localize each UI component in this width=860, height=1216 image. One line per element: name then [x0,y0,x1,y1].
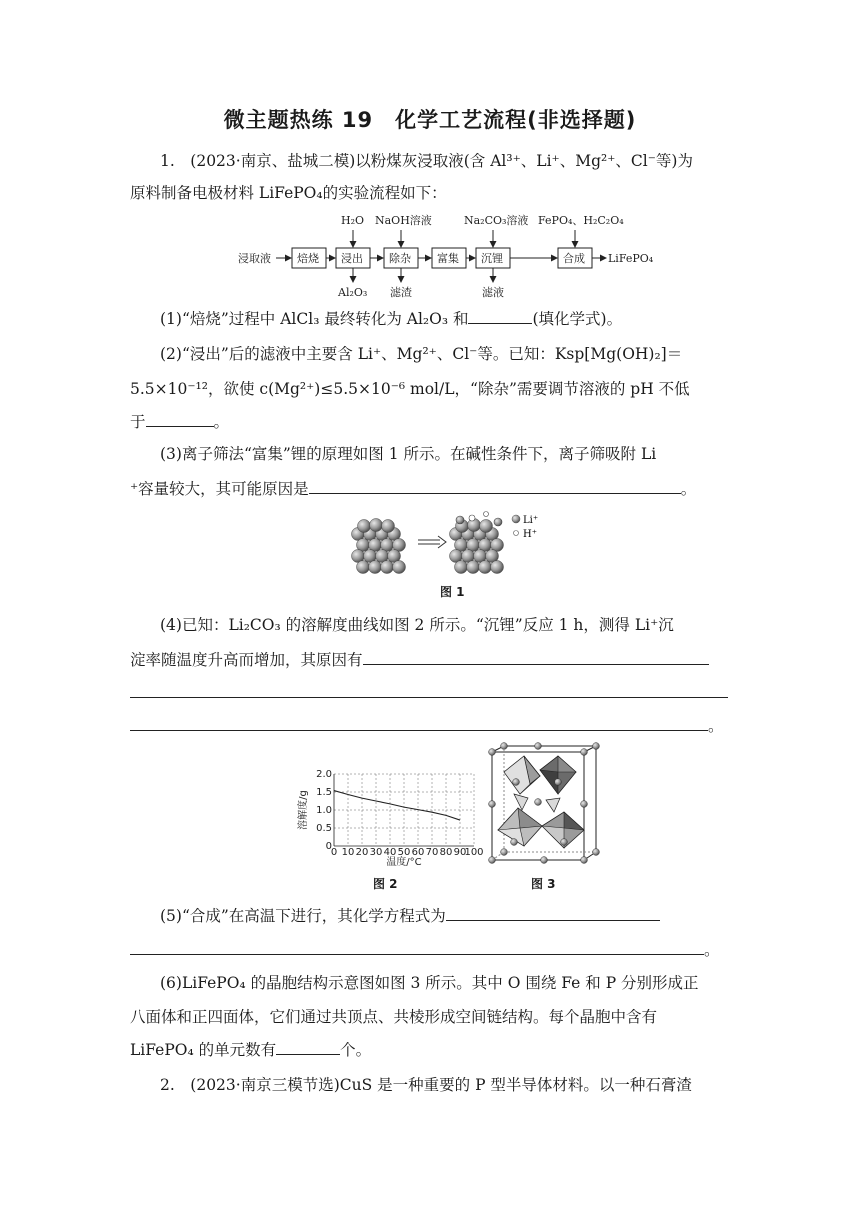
q1-intro-line2: 原料制备电极材料 LiFePO₄的实验流程如下： [130,184,447,202]
legend-li-label: Li⁺ [523,515,539,526]
flow-step-box [336,248,370,268]
y-tick-label: 2.0 [316,769,332,780]
flow-step-label: 浸出 [341,252,363,265]
flow-input-label: NaOH溶液 [375,214,432,227]
y-axis-label: 溶解度/g [298,790,309,830]
q1-part6-line3 [130,1038,371,1061]
li-ion-legend-icon [512,515,520,523]
adsorbed-ion [456,516,464,524]
x-tick-label: 40 [383,847,397,858]
q1-part4-line1: (4)已知：Li₂CO₃ 的溶解度曲线如图 2 所示。“沉锂”反应 1 h，测得 Li⁺沉 [160,616,674,634]
sieve-atom [480,520,493,533]
q1-part3-end: 。 [680,480,697,498]
answer-line [130,697,728,698]
y-tick-label: 0 [325,841,332,852]
ion-sieve-cluster-after [450,512,504,574]
adsorbed-ion [484,512,489,517]
flow-start-label: 浸取液 [238,252,271,265]
sieve-atom [467,561,480,574]
answer-blank [363,648,709,665]
lithium-atoms [489,743,600,864]
sieve-atom [357,561,370,574]
figure-1-ion-sieve [348,508,548,582]
q1-part5-text: (5)“合成”在高温下进行，其化学方程式为 [160,907,446,925]
legend-h-label: H⁺ [523,529,537,540]
lithium-atom [489,857,496,864]
sieve-atom [370,519,383,532]
q1-part2-line3 [130,410,229,433]
solubility-curve [334,791,460,821]
x-tick-label: 50 [397,847,411,858]
x-tick-label: 70 [425,847,439,858]
q1-part5-line2 [130,938,720,961]
sieve-atom [381,561,394,574]
answer-blank [276,1038,340,1055]
lithium-atom [581,749,588,756]
figure-3-crystal-structure [484,742,600,868]
lithium-atom [489,749,496,756]
sieve-atom [393,561,406,574]
answer-blank [309,477,681,494]
lithium-atom [535,743,542,750]
lithium-atom [489,801,496,808]
answer-blank [146,410,214,427]
q1-part6-line2: 八面体和正四面体，它们通过共顶点、共棱形成空间链结构。每个晶胞中含有 [130,1008,658,1026]
x-tick-label: 90 [453,847,467,858]
q2-intro-line1: 2. (2023·南京三模节选)CuS 是一种重要的 P 型半导体材料。以一种石膏渣 [160,1076,692,1094]
x-tick-label: 20 [355,847,369,858]
flow-output-label: 滤液 [482,286,504,299]
figure-1-caption: 图 1 [440,585,465,599]
q1-part2-text: 于 [130,413,146,431]
y-tick-label: 1.0 [316,805,332,816]
x-tick-label: 30 [369,847,383,858]
lithium-atom [535,799,542,806]
flow-step-box [292,248,326,268]
lithium-atom [501,849,508,856]
answer-blank [130,938,704,955]
lithium-atom [513,779,520,786]
sieve-atom [382,520,395,533]
q1-part1-end: (填化学式)。 [532,310,623,328]
lithium-atom [541,857,548,864]
q1-part4-line2 [130,648,709,671]
flow-input-label: H₂O [341,214,365,227]
figure-2-solubility-chart [294,762,484,868]
q1-part3-text: ⁺容量较大，其可能原因是 [130,480,309,498]
x-axis-label: 温度/°C [386,857,422,868]
octahedron-icon [540,756,576,794]
lithium-atom [593,849,600,856]
octahedron-icon [504,756,540,794]
answer-blank [130,714,708,731]
y-tick-label: 0.5 [316,823,332,834]
process-flow-diagram [236,208,656,300]
sieve-atom [369,561,382,574]
q1-part6-line1: (6)LiFePO₄ 的晶胞结构示意图如图 3 所示。其中 O 围绕 Fe 和 P 分别形成正 [160,974,699,992]
lithium-atom [593,743,600,750]
flow-step-label: 焙烧 [297,252,319,265]
x-tick-label: 80 [439,847,453,858]
q1-part2-end: 。 [213,413,230,431]
sieve-atom [455,561,468,574]
q1-part2-line2: 5.5×10⁻¹²，欲使 c(Mg²⁺)≤5.5×10⁻⁶ mol/L，“除杂”需要调节溶液的 pH 不低 [130,380,690,398]
x-tick-label: 100 [464,847,484,858]
x-tick-label: 0 [330,847,338,858]
q1-intro-line1: 1. (2023·南京、盐城二模)以粉煤灰浸取液(含 Al³⁺、Li⁺、Mg²⁺、Cl⁻等)为 [160,152,693,170]
q1-part6-text: LiFePO₄ 的单元数有 [130,1041,277,1059]
flow-step-label: 除杂 [389,252,411,265]
x-tick-label: 60 [411,847,425,858]
arrow-icon [418,536,446,548]
flow-product-label: LiFePO₄ [608,252,654,265]
adsorbed-ion [494,518,502,526]
adsorbed-ion [469,515,475,521]
lithium-atom [581,857,588,864]
lithium-atom [501,743,508,750]
sieve-atom [358,520,371,533]
flow-step-label: 合成 [563,252,585,265]
q1-part4-line3 [130,714,724,737]
octahedron-icon [498,808,542,846]
q1-part2-line1: (2)“浸出”后的滤液中主要含 Li⁺、Mg²⁺、Cl⁻等。已知：Ksp[Mg(OH)₂]＝ [160,345,683,363]
q1-part3-line2 [130,477,696,500]
sieve-atom [479,561,492,574]
q1-part3-line1: (3)离子筛法“富集”锂的原理如图 1 所示。在碱性条件下，离子筛吸附 Li [160,445,657,463]
x-tick-label: 10 [341,847,355,858]
q1-part1 [160,307,622,330]
figure-2-caption: 图 2 [373,877,398,891]
flow-step-box [432,248,466,268]
flow-step-label: 富集 [437,252,459,265]
flow-step-label: 沉锂 [481,252,503,265]
q1-part5-line1 [160,904,660,927]
ion-sieve-cluster-before [352,519,406,574]
flow-output-label: 滤渣 [390,286,412,299]
answer-blank [446,904,660,921]
lithium-atom [511,839,518,846]
q1-part6-end: 个。 [340,1041,372,1059]
q1-part4-end: 。 [708,717,724,735]
q1-part5-end: 。 [704,941,720,959]
answer-blank [468,307,532,324]
flow-output-label: Al₂O₃ [338,286,368,299]
q1-part1-text: (1)“焙烧”过程中 AlCl₃ 最终转化为 Al₂O₃ 和 [160,310,469,328]
flow-input-label: FePO₄、H₂C₂O₄ [538,214,624,227]
lithium-atom [561,839,568,846]
y-tick-label: 1.5 [316,787,332,798]
sieve-atom [491,561,504,574]
page-title: 微主题热练 19 化学工艺流程(非选择题) [223,108,637,132]
lithium-atom [581,801,588,808]
h-ion-legend-icon [514,531,519,536]
flow-input-label: Na₂CO₃溶液 [464,214,529,227]
lithium-atom [555,779,562,786]
q1-part4-text: 淀率随温度升高而增加，其原因有 [130,651,363,669]
flow-step-box [558,248,592,268]
flow-step-box [476,248,510,268]
figure-3-caption: 图 3 [531,877,556,891]
flow-step-box [384,248,418,268]
